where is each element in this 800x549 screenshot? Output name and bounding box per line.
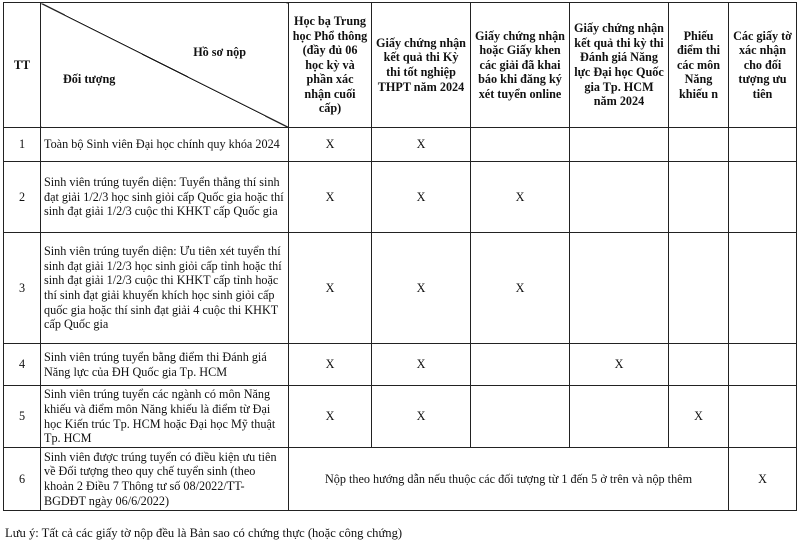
row-subject: Sinh viên trúng tuyển diện: Tuyển thẳng thí sinh đạt giải 1/2/3 học sinh giỏi cấp Quốc gia hoặc thí sinh đạt giải 1/2/3 cuộc thi KHKT cấp Quốc gia xyxy=(41,162,289,233)
row-mark xyxy=(729,386,797,448)
row-mark xyxy=(729,233,797,344)
row-mark: X xyxy=(372,162,471,233)
row-mark xyxy=(669,128,729,162)
row-mark: X xyxy=(729,448,797,511)
row-mark: X xyxy=(289,386,372,448)
header-col-awards: Giấy chứng nhận hoặc Giấy khen các giải đã khai báo khi đăng ký xét tuyển online xyxy=(471,3,570,128)
footnote: Lưu ý: Tất cả các giấy tờ nộp đều là Bản sao có chứng thực (hoặc công chứng) xyxy=(5,526,403,540)
table-row xyxy=(4,128,797,162)
row-mark: X xyxy=(289,128,372,162)
table-row xyxy=(4,386,797,448)
row-subject: Toàn bộ Sinh viên Đại học chính quy khóa 2024 xyxy=(41,128,289,162)
table-row xyxy=(4,162,797,233)
row-mark: X xyxy=(471,233,570,344)
header-subject-label: Đối tượng xyxy=(63,72,116,87)
row-mark xyxy=(729,162,797,233)
header-col-transcript: Học bạ Trung học Phổ thông (đầy đủ 06 học kỳ và phần xác nhận cuối cấp) xyxy=(289,3,372,128)
row-mark xyxy=(669,233,729,344)
row-mark: X xyxy=(471,162,570,233)
row-mark xyxy=(471,128,570,162)
row-subject: Sinh viên trúng tuyển bằng điểm thi Đánh giá Năng lực của ĐH Quốc gia Tp. HCM xyxy=(41,344,289,386)
table-row xyxy=(4,344,797,386)
row-mark: X xyxy=(372,386,471,448)
header-tt: TT xyxy=(4,3,41,128)
row-number: 1 xyxy=(4,128,41,162)
row-mark xyxy=(729,344,797,386)
row-subject: Sinh viên trúng tuyển các ngành có môn Năng khiếu và điểm môn Năng khiếu là điểm từ Đại học Kiến trúc Tp. HCM hoặc Đại học Mỹ thuật Tp. HCM xyxy=(41,386,289,448)
table-row xyxy=(4,448,797,511)
row-mark xyxy=(570,162,669,233)
table-row xyxy=(4,233,797,344)
row-number: 2 xyxy=(4,162,41,233)
row-number: 3 xyxy=(4,233,41,344)
header-col-graduation-exam: Giấy chứng nhận kết quả thi Kỳ thi tốt nghiệp THPT năm 2024 xyxy=(372,3,471,128)
header-row xyxy=(4,3,797,128)
row-mark xyxy=(570,128,669,162)
row-number: 5 xyxy=(4,386,41,448)
row-mark xyxy=(570,233,669,344)
row-number: 4 xyxy=(4,344,41,386)
row-mark: X xyxy=(289,233,372,344)
row-mark xyxy=(669,162,729,233)
row-mark xyxy=(729,128,797,162)
row-subject: Sinh viên trúng tuyển diện: Ưu tiên xét tuyển thí sinh đạt giải 1/2/3 học sinh giỏi cấp tỉnh hoặc thí sinh đạt giải 1/2/3 cuộc thi KHKT cấp tỉnh hoặc thí sinh đạt giải khuyến khích học sinh giỏi cấp quốc gia hoặc thí sinh đạt giải 4 cuộc thi KHKT cấp Quốc gia xyxy=(41,233,289,344)
row-mark: X xyxy=(372,344,471,386)
row-mark: X xyxy=(372,233,471,344)
row-mark: X xyxy=(669,386,729,448)
header-col-competency-exam: Giấy chứng nhận kết quả thi kỳ thi Đánh giá Năng lực Đại học Quốc gia Tp. HCM năm 2024 xyxy=(570,3,669,128)
row-mark xyxy=(471,386,570,448)
documents-table xyxy=(3,2,797,511)
header-documents-label: Hồ sơ nộp xyxy=(193,45,246,59)
header-col-priority-docs: Các giấy tờ xác nhận cho đối tượng ưu tiên xyxy=(729,3,797,128)
row-mark xyxy=(669,344,729,386)
row-subject: Sinh viên được trúng tuyển có điều kiện ưu tiên về Đối tượng theo quy chế tuyển sinh (theo khoản 2 Điều 7 Thông tư số 08/2022/TT-BGDĐT ngày 06/6/2022) xyxy=(41,448,289,511)
merged-instruction: Nộp theo hướng dẫn nếu thuộc các đối tượng từ 1 đến 5 ở trên và nộp thêm xyxy=(289,448,729,511)
row-mark: X xyxy=(289,344,372,386)
row-mark xyxy=(570,386,669,448)
header-diagonal-cell xyxy=(41,3,289,128)
row-mark: X xyxy=(372,128,471,162)
row-mark: X xyxy=(289,162,372,233)
header-col-aptitude-scores: Phiếu điểm thi các môn Năng khiếu n xyxy=(669,3,729,128)
row-mark xyxy=(471,344,570,386)
row-mark: X xyxy=(570,344,669,386)
row-number: 6 xyxy=(4,448,41,511)
